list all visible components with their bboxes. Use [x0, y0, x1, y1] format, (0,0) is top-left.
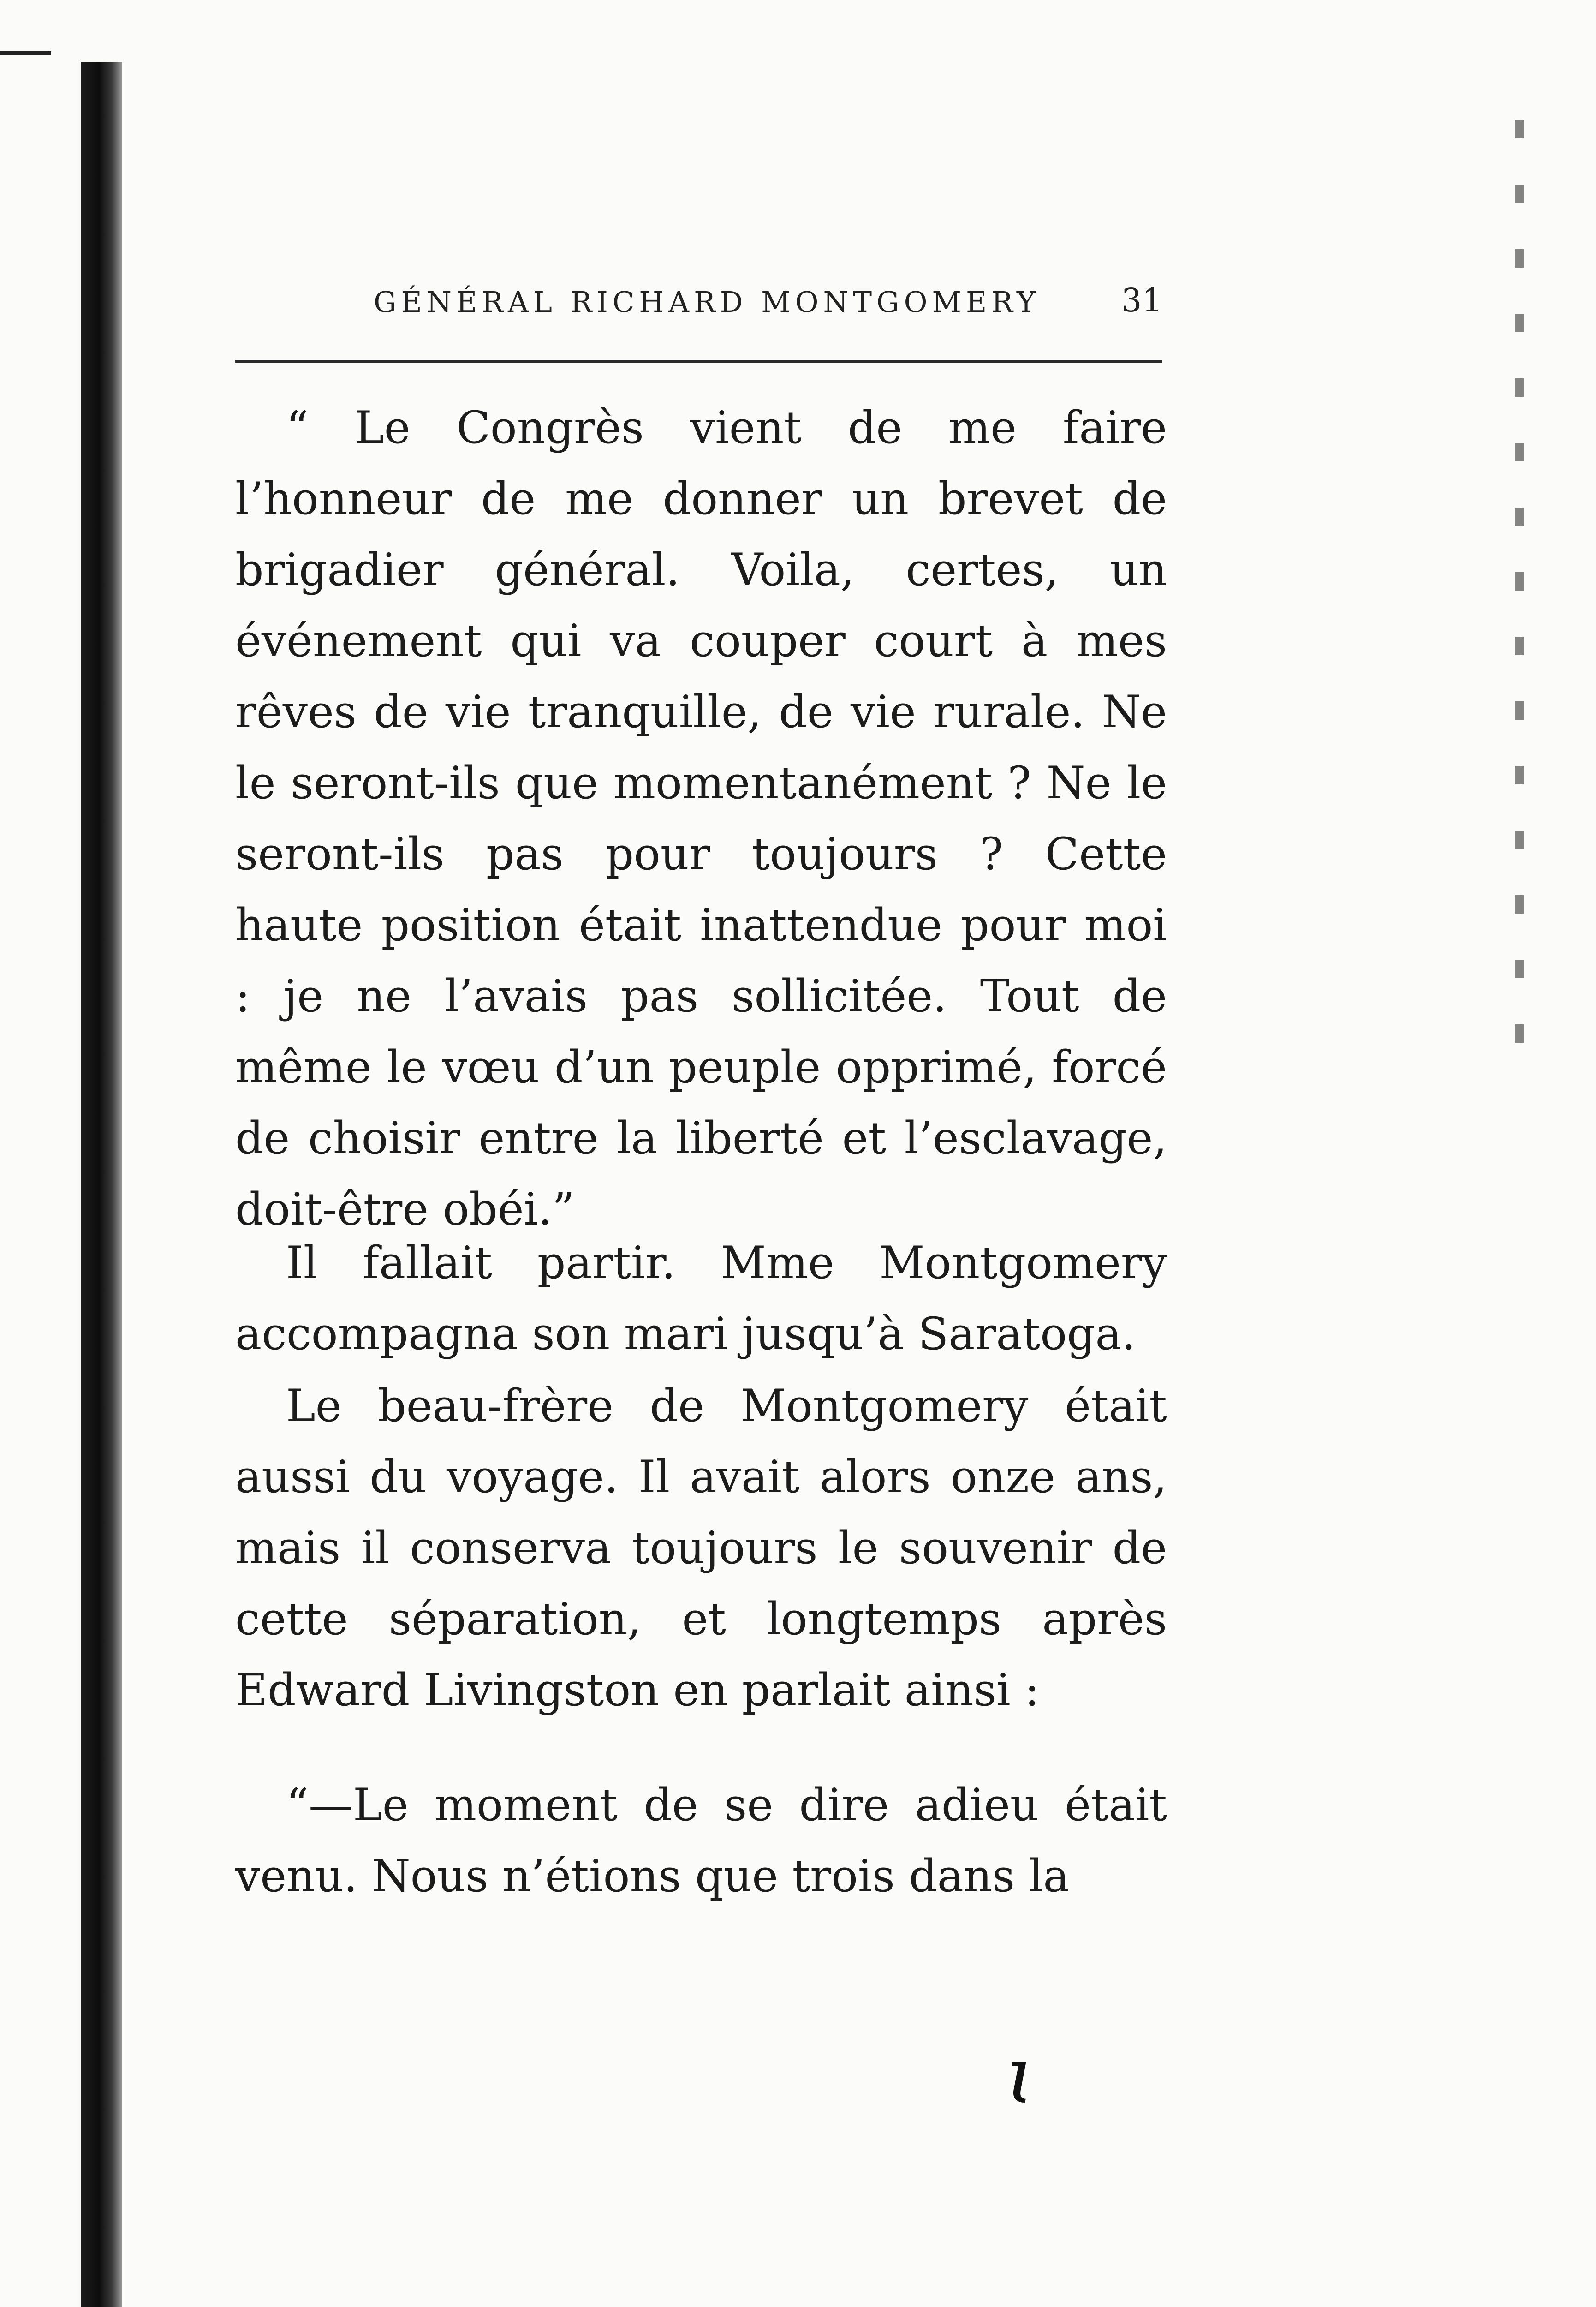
pen-mark: ɩ — [1006, 2030, 1036, 2122]
paragraph-departure: Il fallait partir. Mme Montgomery accompagna son mari jusqu’à Saratoga. — [235, 1237, 1167, 1360]
page-number: 31 — [1121, 281, 1162, 319]
running-title: GÉNÉRAL RICHARD MONTGOMERY — [374, 285, 1040, 319]
scan-edge-marks — [1515, 120, 1524, 1066]
paragraph-farewell-quote: “—Le moment de se dire adieu était venu. Nous n’étions que trois dans la — [235, 1779, 1167, 1902]
binding-edge — [81, 62, 122, 2307]
paragraph-brother-in-law: Le beau-frère de Montgomery était aussi du voyage. Il avait alors onze ans, mais il conserva toujours le souvenir de cette séparation, et longtemps après Edward Livingston en parlait ainsi : — [235, 1380, 1167, 1716]
header-rule — [235, 360, 1162, 363]
paragraph-letter-quote: “ Le Congrès vient de me faire l’honneur de me donner un brevet de brigadier général. Voila, certes, un événement qui va couper court à mes rêves de vie tranquille, de vie rurale. Ne le seront-ils que momentanément ? Ne le seront-ils pas pour toujours ? Cette haute position était inattendue pour moi : je ne l’avais pas sollicitée. Tout de même le vœu d’un peuple opprimé, forcé de choisir entre la liberté et l’esclavage, doit-être obéi.” — [235, 402, 1167, 1235]
running-header — [235, 277, 1162, 328]
scan-corner-mark — [0, 51, 51, 55]
